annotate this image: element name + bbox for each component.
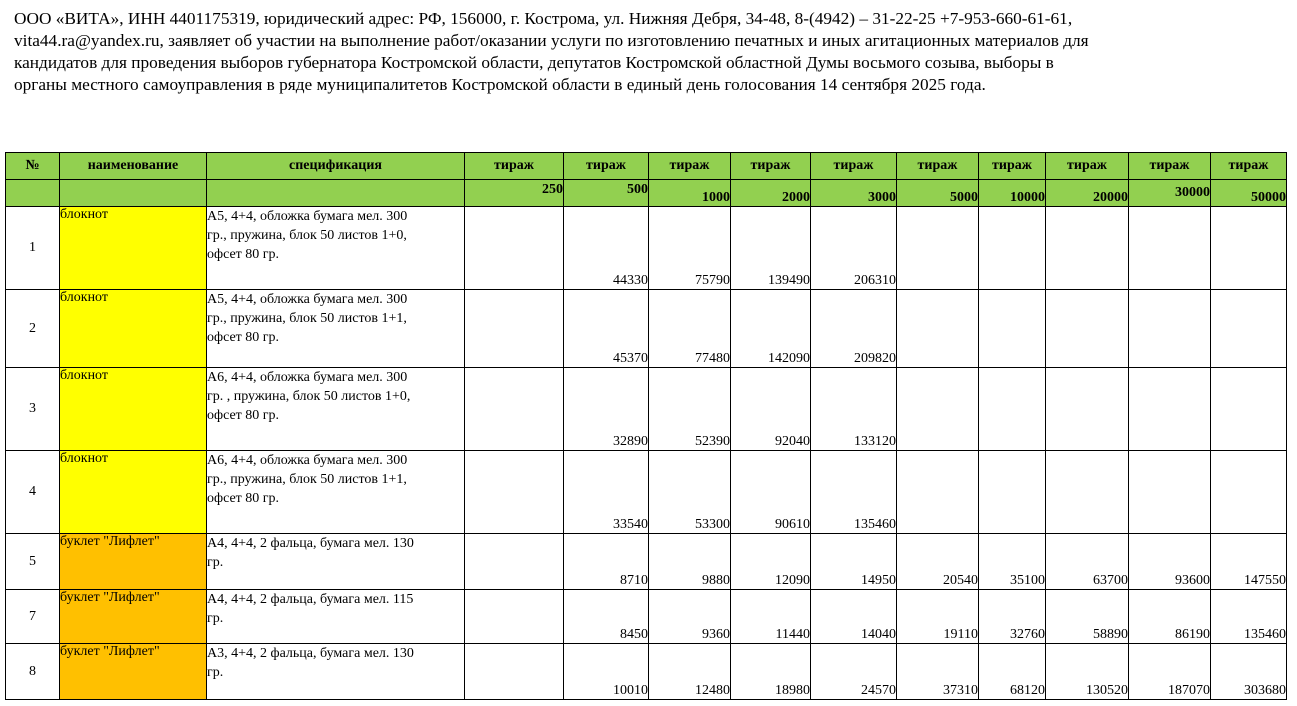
price-cell-run-2000: 142090 <box>731 290 811 368</box>
spec-line: офсет 80 гр. <box>207 491 280 506</box>
header-num: № <box>6 153 60 180</box>
intro-statement <box>14 8 1290 96</box>
spec-line: А4, 4+4, 2 фальца, бумага мел. 130 <box>207 536 414 551</box>
header-run-250: 250 <box>465 180 564 207</box>
spec-line: А6, 4+4, обложка бумага мел. 300 <box>207 453 408 468</box>
price-cell-run-30000: 187070 <box>1129 644 1211 700</box>
price-cell-run-250 <box>465 368 564 451</box>
price-cell-run-10000: 35100 <box>979 534 1046 590</box>
table-row <box>6 590 1287 644</box>
price-cell-run-3000: 206310 <box>811 207 897 290</box>
price-cell-run-50000: 135460 <box>1211 590 1287 644</box>
product-name: блокнот <box>60 207 207 290</box>
price-cell-run-10000: 32760 <box>979 590 1046 644</box>
spec-line: гр. <box>207 665 224 680</box>
price-cell-run-2000: 11440 <box>731 590 811 644</box>
row-number: 7 <box>6 590 60 644</box>
header-empty <box>207 180 465 207</box>
table-row <box>6 644 1287 700</box>
price-cell-run-250 <box>465 644 564 700</box>
price-cell-run-5000 <box>897 368 979 451</box>
price-cell-run-30000 <box>1129 451 1211 534</box>
price-cell-run-1000: 9880 <box>649 534 731 590</box>
price-cell-run-250 <box>465 534 564 590</box>
price-cell-run-2000: 12090 <box>731 534 811 590</box>
header-run-label: тираж <box>731 153 811 180</box>
price-cell-run-50000 <box>1211 368 1287 451</box>
price-cell-run-2000: 92040 <box>731 368 811 451</box>
header-run-5000: 5000 <box>897 180 979 207</box>
price-cell-run-30000 <box>1129 290 1211 368</box>
header-run-500: 500 <box>564 180 649 207</box>
price-cell-run-2000: 90610 <box>731 451 811 534</box>
spec-line: А4, 4+4, 2 фальца, бумага мел. 115 <box>207 592 414 607</box>
price-cell-run-500: 8710 <box>564 534 649 590</box>
price-cell-run-3000: 14040 <box>811 590 897 644</box>
price-cell-run-50000 <box>1211 451 1287 534</box>
price-cell-run-10000 <box>979 451 1046 534</box>
price-cell-run-50000 <box>1211 207 1287 290</box>
row-number: 1 <box>6 207 60 290</box>
product-name: блокнот <box>60 368 207 451</box>
header-run-label: тираж <box>1211 153 1287 180</box>
row-number: 3 <box>6 368 60 451</box>
spec-line: А5, 4+4, обложка бумага мел. 300 <box>207 292 408 307</box>
price-cell-run-10000 <box>979 207 1046 290</box>
price-cell-run-50000: 147550 <box>1211 534 1287 590</box>
product-spec <box>207 368 465 451</box>
price-cell-run-250 <box>465 590 564 644</box>
header-run-10000: 10000 <box>979 180 1046 207</box>
price-cell-run-250 <box>465 290 564 368</box>
header-empty <box>60 180 207 207</box>
price-cell-run-20000 <box>1046 207 1129 290</box>
price-cell-run-3000: 209820 <box>811 290 897 368</box>
price-cell-run-1000: 77480 <box>649 290 731 368</box>
header-run-20000: 20000 <box>1046 180 1129 207</box>
intro-line: ООО «ВИТА», ИНН 4401175319, юридический адрес: РФ, 156000, г. Кострома, ул. Нижняя Дебря, 34-48, 8-(4942) – 31-22-25 +7-953-660-61-61, <box>14 9 1073 28</box>
product-name: буклет "Лифлет" <box>60 534 207 590</box>
price-cell-run-1000: 52390 <box>649 368 731 451</box>
price-cell-run-250 <box>465 451 564 534</box>
price-cell-run-5000: 19110 <box>897 590 979 644</box>
product-name: буклет "Лифлет" <box>60 644 207 700</box>
spec-line: гр. <box>207 611 224 626</box>
price-cell-run-5000 <box>897 290 979 368</box>
price-cell-run-2000: 18980 <box>731 644 811 700</box>
price-cell-run-10000: 68120 <box>979 644 1046 700</box>
price-cell-run-1000: 9360 <box>649 590 731 644</box>
header-run-2000: 2000 <box>731 180 811 207</box>
intro-line: кандидатов для проведения выборов губернатора Костромской области, депутатов Костромской областной Думы восьмого созыва, выборы в <box>14 53 1054 72</box>
intro-line: vita44.ra@yandex.ru, заявляет об участии на выполнение работ/оказании услуги по изготовлению печатных и иных агитационных материалов для <box>14 31 1089 50</box>
spec-line: гр., пружина, блок 50 листов 1+1, <box>207 311 407 326</box>
product-name: буклет "Лифлет" <box>60 590 207 644</box>
price-table <box>5 152 1287 700</box>
price-cell-run-500: 32890 <box>564 368 649 451</box>
price-cell-run-30000 <box>1129 207 1211 290</box>
table-row <box>6 290 1287 368</box>
price-cell-run-1000: 75790 <box>649 207 731 290</box>
price-cell-run-10000 <box>979 290 1046 368</box>
row-number: 5 <box>6 534 60 590</box>
header-run-label: тираж <box>811 153 897 180</box>
spec-line: офсет 80 гр. <box>207 330 280 345</box>
header-run-30000: 30000 <box>1129 180 1211 207</box>
price-cell-run-3000: 133120 <box>811 368 897 451</box>
intro-line: органы местного самоуправления в ряде муниципалитетов Костромской области в единый день голосования 14 сентября 2025 года. <box>14 75 986 94</box>
row-number: 8 <box>6 644 60 700</box>
price-cell-run-20000 <box>1046 451 1129 534</box>
price-cell-run-1000: 12480 <box>649 644 731 700</box>
header-run-label: тираж <box>979 153 1046 180</box>
price-cell-run-5000: 20540 <box>897 534 979 590</box>
header-run-label: тираж <box>1129 153 1211 180</box>
price-cell-run-30000: 86190 <box>1129 590 1211 644</box>
spec-line: А5, 4+4, обложка бумага мел. 300 <box>207 209 408 224</box>
price-cell-run-20000: 130520 <box>1046 644 1129 700</box>
price-cell-run-3000: 14950 <box>811 534 897 590</box>
price-cell-run-500: 45370 <box>564 290 649 368</box>
product-spec <box>207 207 465 290</box>
row-number: 2 <box>6 290 60 368</box>
price-cell-run-50000 <box>1211 290 1287 368</box>
row-number: 4 <box>6 451 60 534</box>
price-cell-run-500: 10010 <box>564 644 649 700</box>
price-table-body <box>6 207 1287 700</box>
price-cell-run-10000 <box>979 368 1046 451</box>
header-run-label: тираж <box>564 153 649 180</box>
price-cell-run-20000 <box>1046 290 1129 368</box>
price-cell-run-2000: 139490 <box>731 207 811 290</box>
header-name: наименование <box>60 153 207 180</box>
table-row <box>6 207 1287 290</box>
header-run-label: тираж <box>465 153 564 180</box>
header-run-3000: 3000 <box>811 180 897 207</box>
price-cell-run-5000 <box>897 207 979 290</box>
price-cell-run-30000 <box>1129 368 1211 451</box>
price-cell-run-3000: 24570 <box>811 644 897 700</box>
product-spec <box>207 590 465 644</box>
header-run-label: тираж <box>897 153 979 180</box>
table-row <box>6 534 1287 590</box>
spec-line: А3, 4+4, 2 фальца, бумага мел. 130 <box>207 646 414 661</box>
header-run-label: тираж <box>1046 153 1129 180</box>
table-row <box>6 368 1287 451</box>
product-spec <box>207 451 465 534</box>
header-empty <box>6 180 60 207</box>
product-spec <box>207 644 465 700</box>
product-name: блокнот <box>60 451 207 534</box>
price-cell-run-1000: 53300 <box>649 451 731 534</box>
spec-line: офсет 80 гр. <box>207 247 280 262</box>
price-cell-run-20000: 58890 <box>1046 590 1129 644</box>
header-run-50000: 50000 <box>1211 180 1287 207</box>
header-run-label: тираж <box>649 153 731 180</box>
price-cell-run-30000: 93600 <box>1129 534 1211 590</box>
price-cell-run-3000: 135460 <box>811 451 897 534</box>
spec-line: офсет 80 гр. <box>207 408 280 423</box>
price-cell-run-50000: 303680 <box>1211 644 1287 700</box>
spec-line: гр., пружина, блок 50 листов 1+1, <box>207 472 407 487</box>
spec-line: гр., пружина, блок 50 листов 1+0, <box>207 228 407 243</box>
price-cell-run-20000: 63700 <box>1046 534 1129 590</box>
price-cell-run-5000: 37310 <box>897 644 979 700</box>
table-row <box>6 451 1287 534</box>
price-cell-run-500: 33540 <box>564 451 649 534</box>
price-cell-run-250 <box>465 207 564 290</box>
product-name: блокнот <box>60 290 207 368</box>
spec-line: гр. <box>207 555 224 570</box>
product-spec <box>207 534 465 590</box>
price-cell-run-5000 <box>897 451 979 534</box>
spec-line: гр. , пружина, блок 50 листов 1+0, <box>207 389 411 404</box>
price-cell-run-20000 <box>1046 368 1129 451</box>
header-run-1000: 1000 <box>649 180 731 207</box>
header-row-runs <box>6 180 1287 207</box>
price-cell-run-500: 44330 <box>564 207 649 290</box>
product-spec <box>207 290 465 368</box>
price-cell-run-500: 8450 <box>564 590 649 644</box>
spec-line: А6, 4+4, обложка бумага мел. 300 <box>207 370 408 385</box>
header-spec: спецификация <box>207 153 465 180</box>
header-row-labels <box>6 153 1287 180</box>
